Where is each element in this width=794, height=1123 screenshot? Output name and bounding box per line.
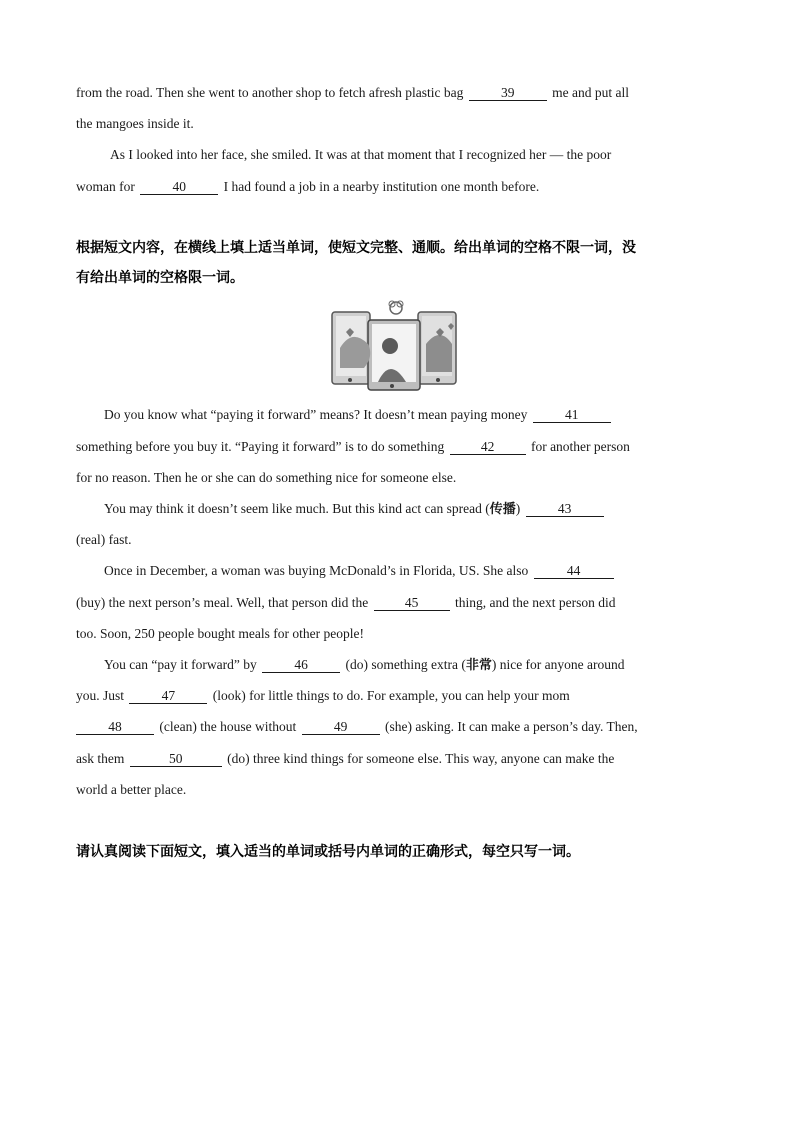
- blank-41[interactable]: 41: [533, 407, 611, 423]
- passage1-line1: [76, 84, 716, 102]
- passage2-line6: [104, 562, 716, 580]
- text: (clean) the house without: [159, 719, 297, 734]
- text: the mangoes inside it.: [76, 116, 194, 131]
- passage2-line5: [76, 531, 716, 549]
- text: You can “pay it forward” by: [104, 657, 257, 672]
- text: thing, and the next person did: [454, 595, 616, 610]
- blank-39[interactable]: 39: [469, 85, 547, 101]
- passage2-line11: [76, 718, 716, 736]
- blank-49[interactable]: 49: [302, 719, 380, 735]
- text: I had found a job in a nearby institution one month before.: [223, 179, 540, 194]
- text: too. Soon, 250 people bought meals for other people!: [76, 626, 364, 641]
- passage2-line4: [104, 500, 716, 519]
- passage1-line2: [76, 115, 716, 133]
- instruction-2-line1: 请认真阅读下面短文，填入适当的单词或括号内单词的正确形式，每空只写一词。: [76, 844, 580, 860]
- text: ask them: [76, 751, 125, 766]
- text: from the road. Then she went to another shop to fetch afresh plastic bag: [76, 85, 464, 100]
- text: (look) for little things to do. For example, you can help your mom: [212, 688, 570, 703]
- text: for no reason. Then he or she can do something nice for someone else.: [76, 470, 457, 485]
- blank-46[interactable]: 46: [262, 657, 340, 673]
- blank-40[interactable]: 40: [140, 179, 218, 195]
- text: Once in December, a woman was buying McDonald’s in Florida, US. She also: [104, 563, 529, 578]
- passage2-line10: [76, 687, 716, 705]
- instruction-1-line2: 有给出单词的空格限一词。: [76, 270, 244, 286]
- blank-47[interactable]: 47: [129, 688, 207, 704]
- passage2-line1: [104, 406, 716, 424]
- text: you. Just: [76, 688, 125, 703]
- text: (buy) the next person’s meal. Well, that person did the: [76, 595, 369, 610]
- friends-phones-illustration-icon: [330, 298, 462, 392]
- passage2-line2: [76, 438, 716, 456]
- instruction-1-line1: 根据短文内容，在横线上填上适当单词，使短文完整、通顺。给出单词的空格不限一词，没: [76, 240, 636, 256]
- text: (real) fast.: [76, 532, 132, 547]
- blank-50[interactable]: 50: [130, 751, 222, 767]
- text: (do) something extra (: [345, 657, 466, 672]
- text: As I looked into her face, she smiled. It was at that moment that I recognized her — the poor: [110, 147, 612, 162]
- blank-42[interactable]: 42: [450, 439, 526, 455]
- text: ) nice for anyone around: [491, 657, 625, 672]
- text: (she) asking. It can make a person’s day. Then,: [384, 719, 638, 734]
- blank-45[interactable]: 45: [374, 595, 450, 611]
- passage2-line9: [104, 656, 716, 675]
- text: ): [515, 501, 521, 516]
- passage2-line12: [76, 750, 716, 768]
- blank-48[interactable]: 48: [76, 719, 154, 735]
- chinese-gloss: 传播: [489, 502, 516, 517]
- text: (do) three kind things for someone else. This way, anyone can make the: [227, 751, 615, 766]
- blank-43[interactable]: 43: [526, 501, 604, 517]
- text: something before you buy it. “Paying it forward” is to do something: [76, 439, 445, 454]
- passage1-line3: [110, 146, 716, 164]
- passage2-line3: [76, 469, 716, 487]
- text: Do you know what “paying it forward” means? It doesn’t mean paying money: [104, 407, 528, 422]
- text: me and put all: [552, 85, 629, 100]
- text: world a better place.: [76, 782, 187, 797]
- text: woman for: [76, 179, 135, 194]
- chinese-gloss: 非常: [465, 658, 492, 673]
- passage2-line13: [76, 781, 716, 799]
- text: You may think it doesn’t seem like much. But this kind act can spread (: [104, 501, 490, 516]
- passage2-line8: [76, 625, 716, 643]
- passage2-line7: [76, 594, 716, 612]
- blank-44[interactable]: 44: [534, 563, 614, 579]
- passage1-line4: [76, 178, 716, 196]
- text: for another person: [530, 439, 630, 454]
